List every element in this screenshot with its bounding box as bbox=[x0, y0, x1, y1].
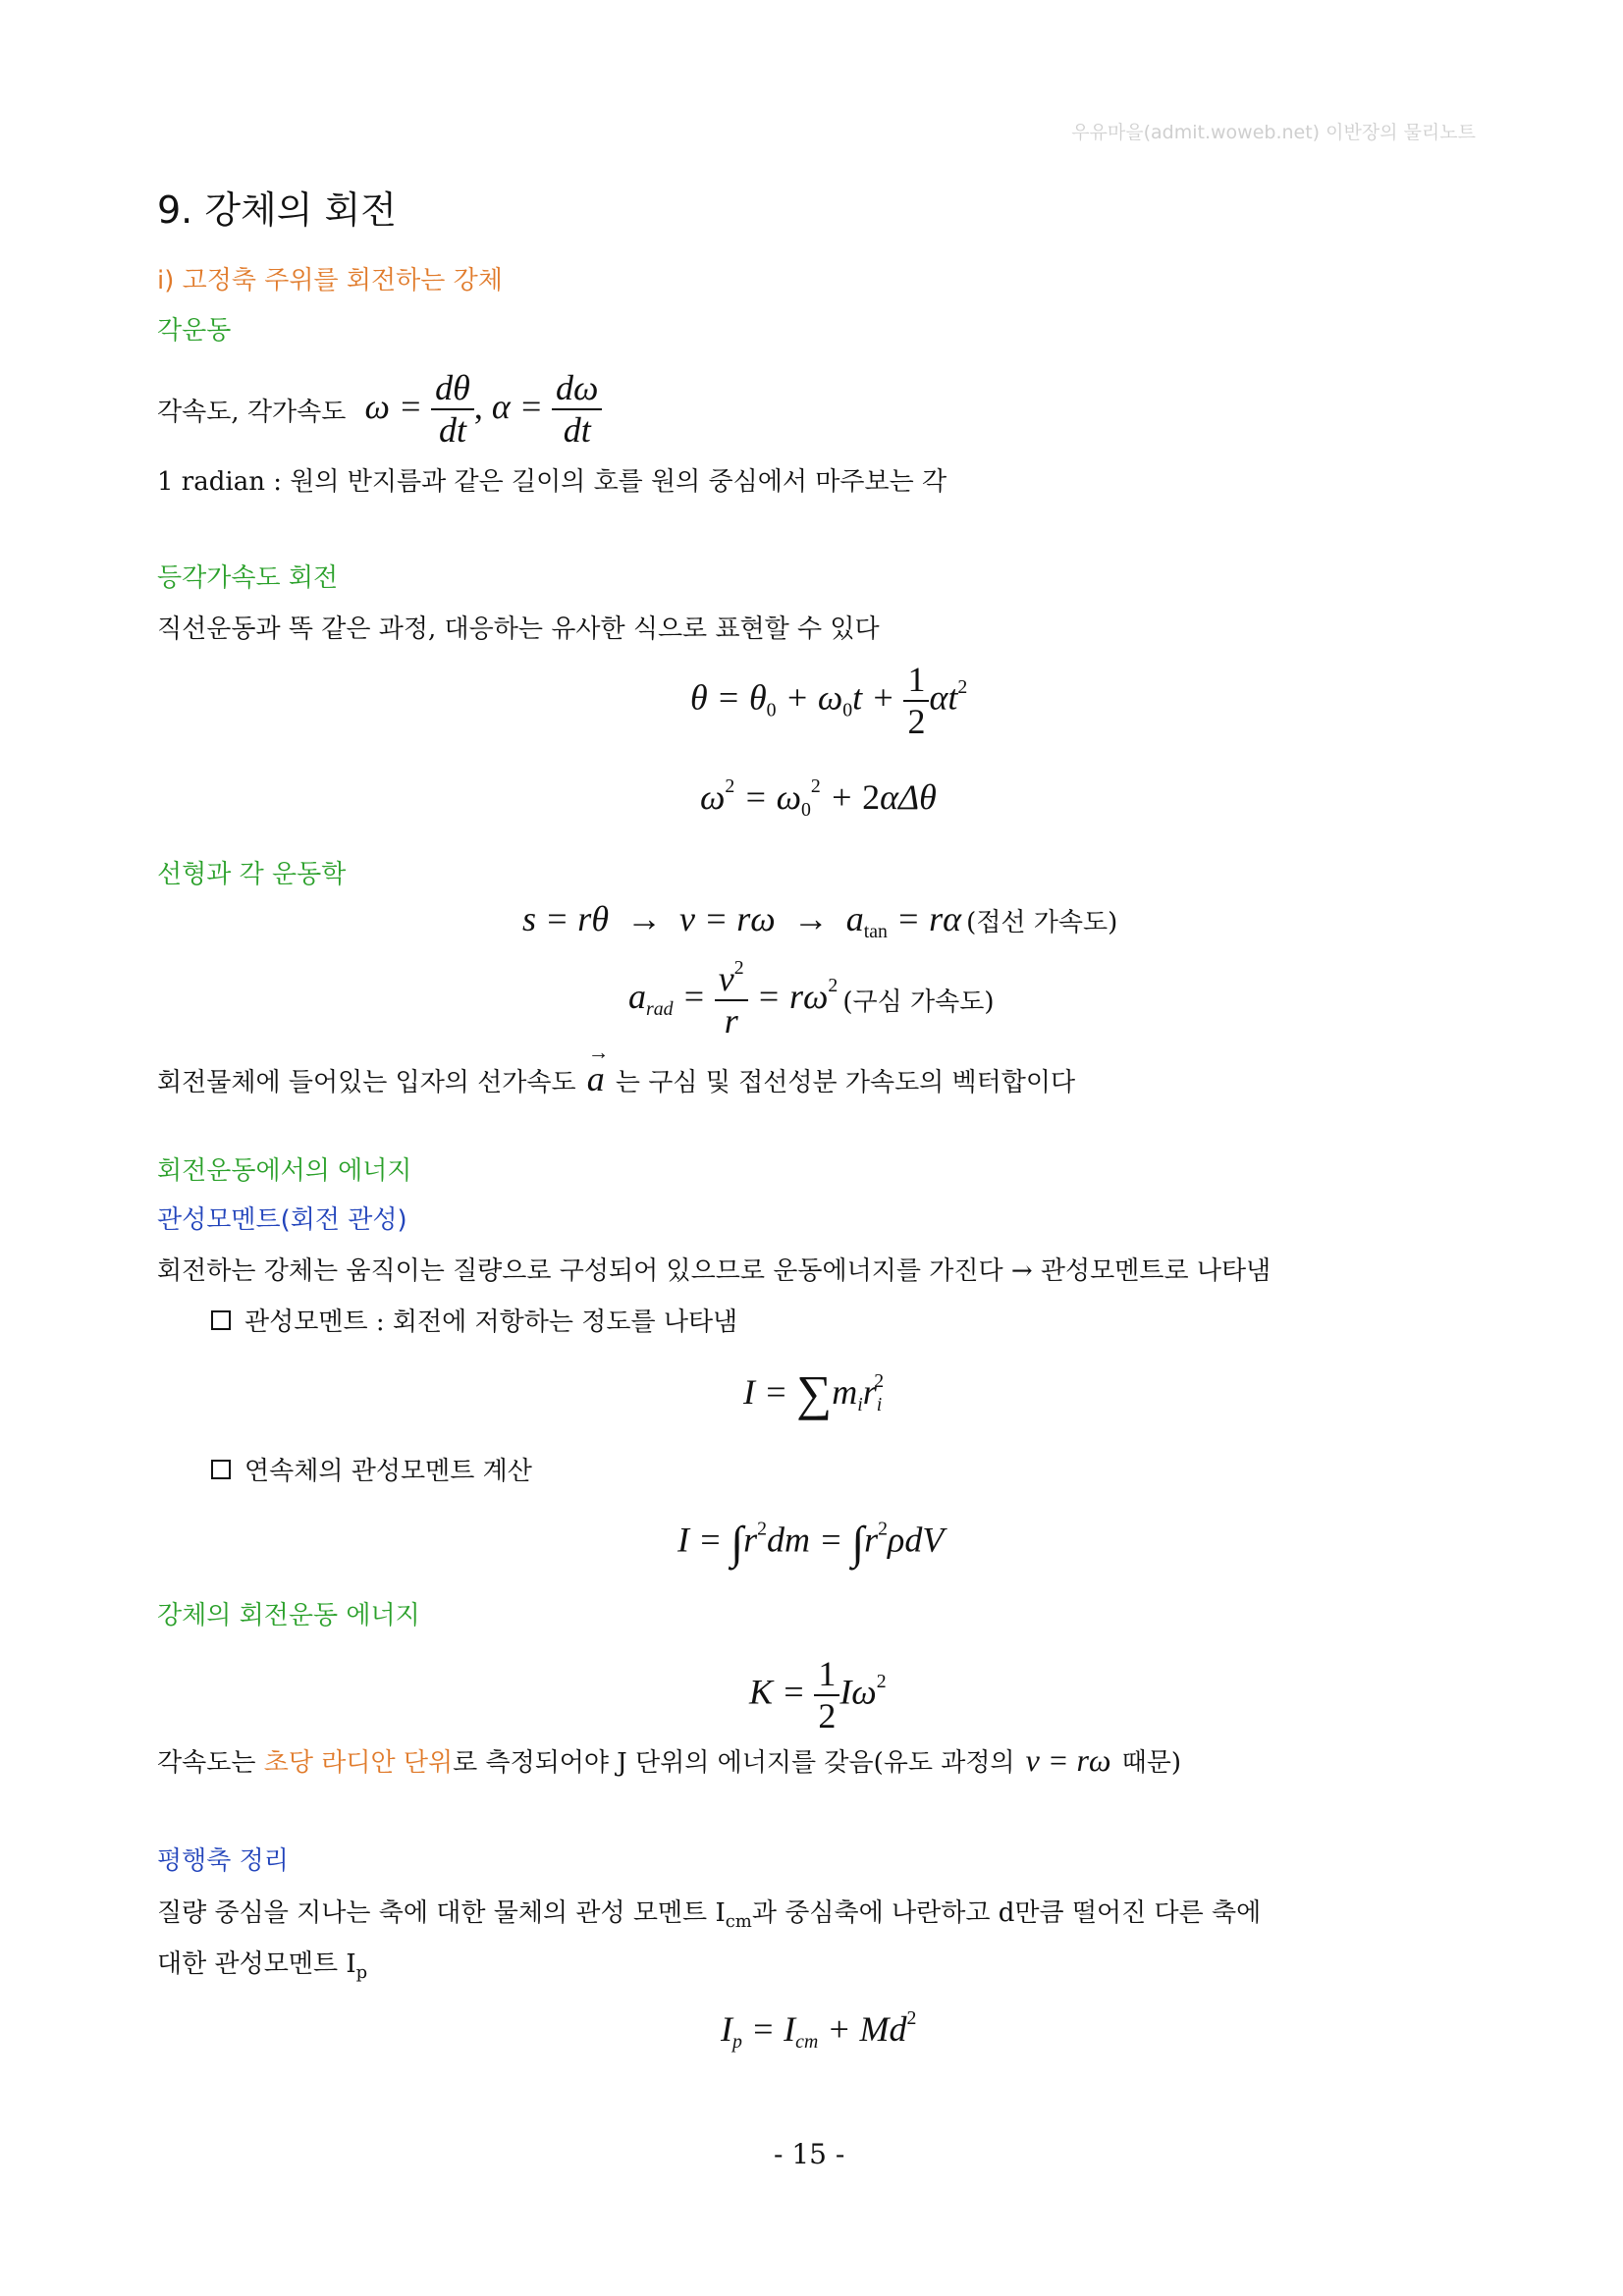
section-heading: i) 고정축 주위를 회전하는 강체 bbox=[157, 266, 503, 295]
acceleration-vector: → a bbox=[587, 1058, 605, 1099]
parallel-axis-heading: 평행축 정리 bbox=[157, 1846, 289, 1876]
radial-formula-line: arad = $\frac{v^2}{r}$ = $r\omega^2$ (구심 가속도) bbox=[628, 957, 995, 1041]
linear-acceleration-note: 회전물체에 들어있는 입자의 선가속도 → a 는 구심 및 접선성분 가속도의 벡터합이다 bbox=[157, 1058, 1075, 1099]
rotational-energy-heading: 회전운동에서의 에너지 bbox=[157, 1156, 412, 1186]
angle-kinematics-formula: $\theta = \theta_0 + \omega_0t$ + $\frac{1}{2}$ $\alpha t^2$ bbox=[690, 660, 968, 742]
rigid-body-energy-heading: 강체의 회전운동 에너지 bbox=[157, 1601, 420, 1630]
parallel-axis-text-line1: 질량 중심을 지나는 축에 대한 물체의 관성 모멘트 $I_{cm}$과 중심축에 나란하고 d만큼 떨어진 다른 축에 bbox=[157, 1898, 1262, 1932]
moment-of-inertia-text: 회전하는 강체는 움직이는 질량으로 구성되어 있으므로 운동에너지를 가진다 → 관성모멘트로 나타냄 bbox=[157, 1256, 1271, 1286]
radian-unit-note: 각속도는 초당 라디안 단위로 측정되어야 J 단위의 에너지를 갖음(유도 과정의 v = rω 때문) bbox=[157, 1742, 1181, 1778]
moi-sum-formula: I = ∑miri$^2$ bbox=[743, 1365, 885, 1420]
tangential-label: (접선 가속도) bbox=[966, 908, 1118, 937]
radian-definition: 1 radian : 원의 반지름과 같은 길이의 호를 원의 중심에서 마주보는 각 bbox=[157, 467, 947, 497]
bullet-continuous: 연속체의 관성모멘트 계산 bbox=[211, 1451, 532, 1487]
page-number: - 15 - bbox=[774, 2138, 845, 2170]
radian-unit-highlight: 초당 라디안 단위 bbox=[263, 1748, 454, 1778]
angular-motion-heading: 각운동 bbox=[157, 316, 232, 346]
angular-velocity-label: 각속도, 각가속도 bbox=[157, 397, 347, 427]
constant-acceleration-heading: 등각가속도 회전 bbox=[157, 563, 339, 593]
moi-integral-formula: $I = \int r^2dm = \int r^2\rho dV$ bbox=[677, 1518, 945, 1569]
constant-acceleration-text: 직선운동과 똑 같은 과정, 대응하는 유사한 식으로 표현할 수 있다 bbox=[157, 614, 880, 644]
omega-squared-formula: $\omega^2 = \omega_0^2 + 2\alpha\Delta\theta$ bbox=[700, 775, 937, 821]
angular-velocity-formula: ω = $\frac{d\theta}{dt}$ , α = $\frac{d\omega}{dt}$ bbox=[364, 387, 602, 426]
angular-velocity-line bbox=[157, 368, 602, 452]
square-bullet-icon bbox=[211, 1310, 231, 1330]
parallel-axis-text-line2: 대한 관성모멘트 $I_p$ bbox=[157, 1949, 368, 1983]
page-header: 우유마을(admit.woweb.net) 이반장의 물리노트 bbox=[1071, 122, 1476, 143]
moment-of-inertia-heading: 관성모멘트(회전 관성) bbox=[157, 1205, 407, 1235]
tangential-formula-line: $s = r\theta \to v = r\omega \to a_{tan} = r\alpha$ (접선 가속도) bbox=[522, 899, 1118, 942]
radial-label: (구심 가속도) bbox=[842, 987, 995, 1017]
linear-angular-heading: 선형과 각 운동학 bbox=[157, 860, 347, 889]
square-bullet-icon bbox=[211, 1460, 231, 1479]
chapter-title: 9. 강체의 회전 bbox=[157, 188, 397, 232]
bullet-resistance: 관성모멘트 : 회전에 저항하는 정도를 나타냄 bbox=[211, 1302, 737, 1338]
parallel-axis-formula: Ip = Icm + $Md^2$ bbox=[721, 2007, 917, 2053]
kinetic-energy-formula: K = $\frac{1}{2}$ $I\omega^2$ bbox=[749, 1654, 887, 1736]
